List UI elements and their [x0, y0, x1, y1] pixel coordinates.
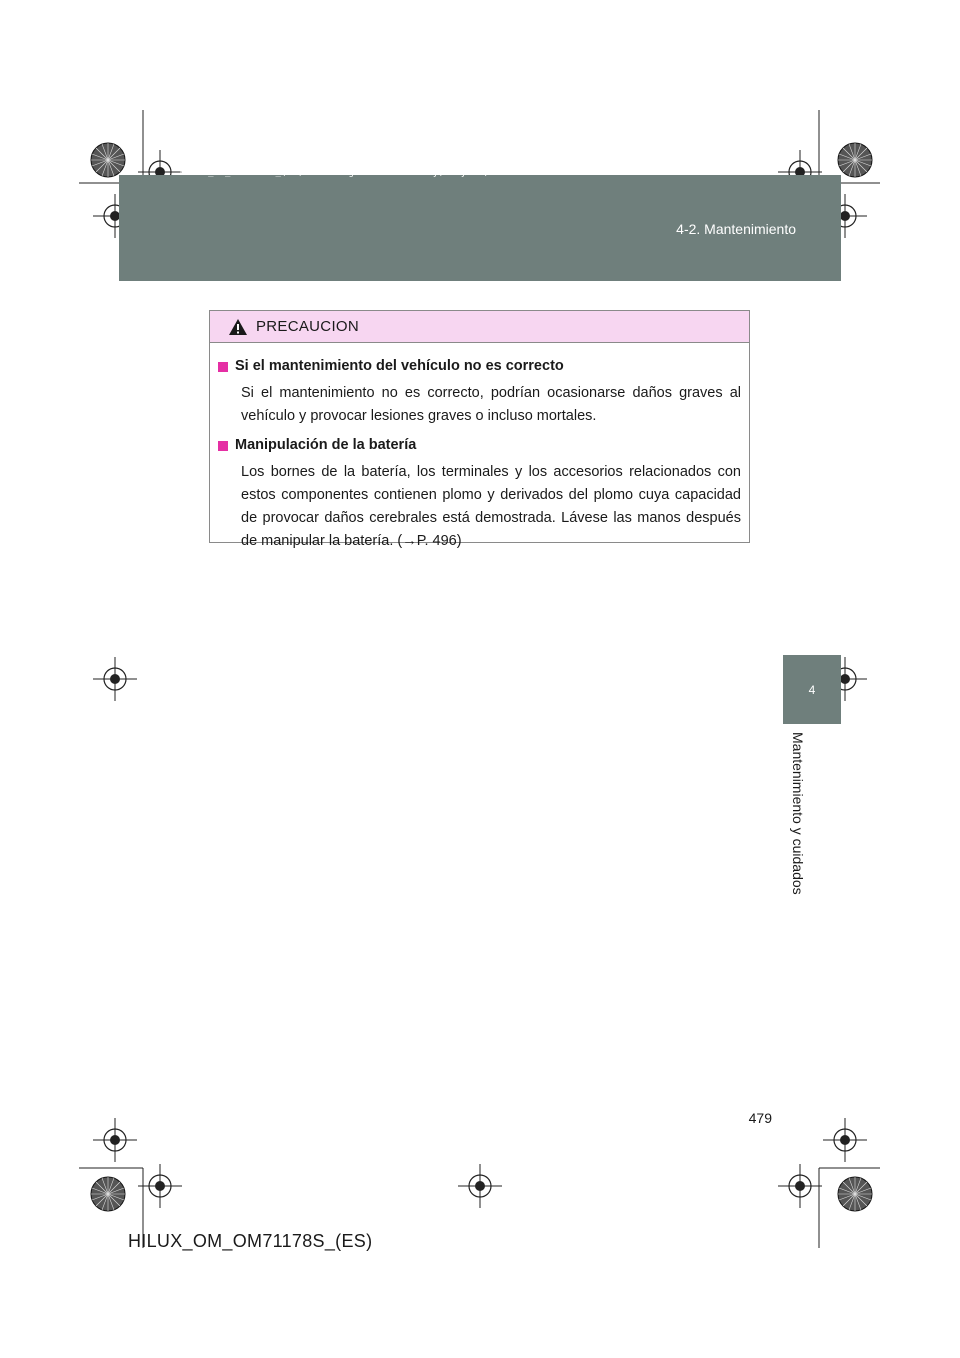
chapter-tab: [783, 655, 841, 724]
caution-header: [210, 311, 749, 343]
section-title: 4-2. Mantenimiento: [676, 221, 796, 237]
caution-box: [209, 310, 750, 549]
bullet-square-icon: [218, 362, 228, 372]
caution-item-title: Si el mantenimiento del vehículo no es correcto: [218, 355, 741, 378]
caution-body: [210, 343, 749, 553]
caution-heading: PRECAUCION: [256, 318, 360, 335]
caution-item-title: Manipulación de la batería: [218, 434, 741, 457]
page-number: 479: [748, 1110, 772, 1126]
chapter-label: Mantenimiento y cuidados: [790, 732, 806, 895]
chapter-number: 4: [808, 682, 816, 697]
document-id: HILUX_OM_OM71178S_(ES): [128, 1231, 373, 1251]
caution-item-text: Los bornes de la batería, los terminales y los accesorios relacionados con estos componentes contienen plomo y derivados del plomo cuya capacidad de provocar daños cerebrales está demostrada. Lávese las manos después de manipular la batería. (→P. 496): [241, 464, 741, 549]
bullet-square-icon: [218, 441, 228, 451]
caution-item-text: Si el mantenimiento no es correcto, podrían ocasionarse daños graves al vehículo y provocar lesiones graves o incluso mortales.: [241, 385, 741, 424]
warning-triangle-icon: [228, 318, 248, 336]
book-slug: HILUX_OM_OM71178S_(ES).book Page 479 Wednesday, May 16, 2012 3:09 PM: [180, 168, 563, 178]
